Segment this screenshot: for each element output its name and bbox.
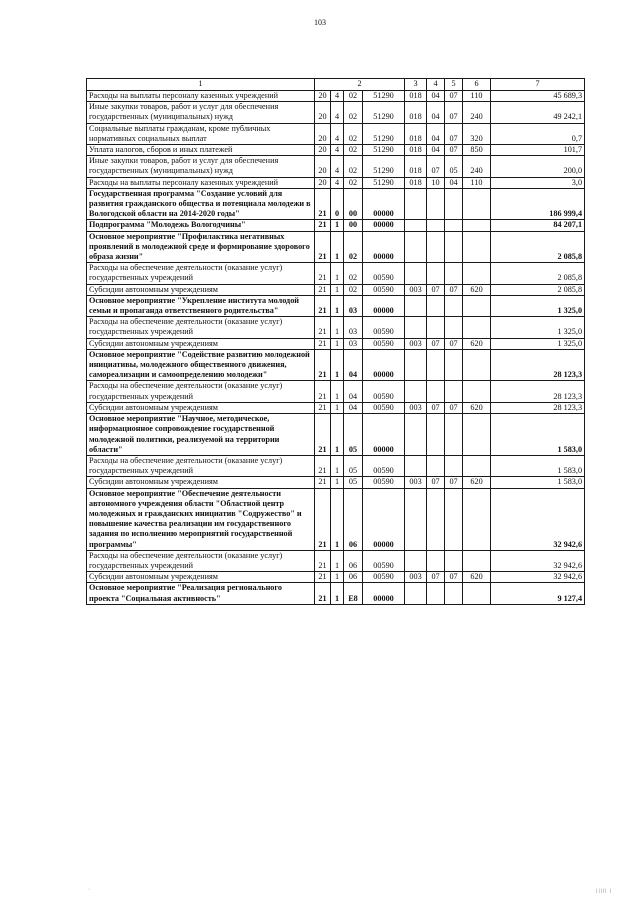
code-subprogram: 1 (331, 349, 344, 381)
code-expense-type (463, 188, 491, 220)
code-program: 21 (315, 231, 331, 263)
code-subprogram: 4 (331, 102, 344, 123)
row-name: Субсидии автономным учреждениям (87, 338, 315, 349)
code-direction: 51290 (363, 177, 405, 188)
code-section (427, 349, 445, 381)
code-event: 02 (344, 263, 363, 284)
row-sum: 45 689,3 (491, 91, 585, 102)
code-subprogram: 1 (331, 338, 344, 349)
row-sum: 186 999,4 (491, 188, 585, 220)
code-subprogram: 1 (331, 317, 344, 338)
code-event: 02 (344, 123, 363, 144)
row-name: Основное мероприятие "Реализация регионального проекта "Социальная активность" (87, 583, 315, 604)
code-direction: 00590 (363, 550, 405, 571)
code-event: 02 (344, 145, 363, 156)
table-row (87, 263, 585, 284)
row-name: Субсидии автономным учреждениям (87, 572, 315, 583)
code-ministry (405, 231, 427, 263)
code-expense-type (463, 349, 491, 381)
code-program: 21 (315, 402, 331, 413)
code-subsection (445, 349, 463, 381)
code-subsection: 05 (445, 156, 463, 177)
table-row (87, 550, 585, 571)
code-event: 02 (344, 156, 363, 177)
row-name: Расходы на обеспечение деятельности (оказание услуг) государственных учреждений (87, 263, 315, 284)
code-program: 21 (315, 317, 331, 338)
code-ministry: 003 (405, 338, 427, 349)
row-sum: 1 325,0 (491, 338, 585, 349)
table-row (87, 188, 585, 220)
budget-table (86, 78, 585, 605)
table-row (87, 583, 585, 604)
code-ministry (405, 317, 427, 338)
code-event: 02 (344, 284, 363, 295)
code-event: 04 (344, 381, 363, 402)
code-event: 00 (344, 220, 363, 231)
code-subsection: 07 (445, 91, 463, 102)
code-subsection: 07 (445, 284, 463, 295)
code-subsection (445, 231, 463, 263)
code-expense-type (463, 220, 491, 231)
code-ministry: 018 (405, 123, 427, 144)
code-program: 20 (315, 123, 331, 144)
code-subsection (445, 550, 463, 571)
code-ministry (405, 550, 427, 571)
code-direction: 00000 (363, 295, 405, 316)
code-subprogram: 1 (331, 220, 344, 231)
code-subprogram: 1 (331, 550, 344, 571)
row-sum: 1 325,0 (491, 295, 585, 316)
code-expense-type: 240 (463, 102, 491, 123)
code-subsection (445, 220, 463, 231)
code-expense-type (463, 231, 491, 263)
code-expense-type: 620 (463, 572, 491, 583)
code-ministry: 018 (405, 177, 427, 188)
code-subprogram: 1 (331, 583, 344, 604)
code-direction: 00000 (363, 220, 405, 231)
code-section (427, 488, 445, 550)
code-subprogram: 1 (331, 402, 344, 413)
code-expense-type: 320 (463, 123, 491, 144)
code-direction: 00000 (363, 414, 405, 456)
code-event: 03 (344, 295, 363, 316)
table-row (87, 349, 585, 381)
row-name: Иные закупки товаров, работ и услуг для обеспечения государственных (муниципальных) нужд (87, 156, 315, 177)
row-sum: 9 127,4 (491, 583, 585, 604)
code-section (427, 231, 445, 263)
table-row (87, 414, 585, 456)
code-ministry (405, 220, 427, 231)
code-ministry (405, 188, 427, 220)
row-name: Субсидии автономным учреждениям (87, 402, 315, 413)
code-direction: 00000 (363, 231, 405, 263)
code-expense-type: 620 (463, 338, 491, 349)
row-sum: 200,0 (491, 156, 585, 177)
code-direction: 00590 (363, 381, 405, 402)
row-name: Субсидии автономным учреждениям (87, 284, 315, 295)
code-ministry: 003 (405, 477, 427, 488)
code-event: 05 (344, 414, 363, 456)
code-ministry (405, 295, 427, 316)
code-program: 21 (315, 284, 331, 295)
code-ministry (405, 488, 427, 550)
code-program: 20 (315, 145, 331, 156)
row-sum: 1 583,0 (491, 477, 585, 488)
code-subsection: 07 (445, 102, 463, 123)
table-row (87, 572, 585, 583)
row-name: Основное мероприятие "Укрепление института молодой семьи и пропаганда ответственного родительства" (87, 295, 315, 316)
code-expense-type: 240 (463, 156, 491, 177)
code-ministry (405, 414, 427, 456)
code-section: 07 (427, 572, 445, 583)
table-row (87, 381, 585, 402)
code-program: 20 (315, 102, 331, 123)
code-section (427, 188, 445, 220)
row-name: Государственная программа "Создание условий для развития гражданского общества и потенциала молодежи в Вологодской области на 2014-2020 годы" (87, 188, 315, 220)
row-sum: 101,7 (491, 145, 585, 156)
code-subsection (445, 263, 463, 284)
code-expense-type (463, 550, 491, 571)
code-direction: 00590 (363, 477, 405, 488)
code-program: 21 (315, 349, 331, 381)
code-direction: 00590 (363, 572, 405, 583)
code-direction: 00000 (363, 349, 405, 381)
code-subsection (445, 455, 463, 476)
code-subsection: 07 (445, 402, 463, 413)
scan-barcode-mark: ǀǀǀǀǀ ǀ (596, 889, 612, 895)
code-program: 21 (315, 188, 331, 220)
code-subprogram: 1 (331, 295, 344, 316)
code-direction: 00590 (363, 284, 405, 295)
row-sum: 3,0 (491, 177, 585, 188)
code-subprogram: 1 (331, 263, 344, 284)
code-subsection (445, 317, 463, 338)
table-row (87, 123, 585, 144)
code-ministry: 018 (405, 91, 427, 102)
code-event: 02 (344, 177, 363, 188)
code-subsection (445, 583, 463, 604)
code-section (427, 220, 445, 231)
code-section: 04 (427, 91, 445, 102)
table-row (87, 284, 585, 295)
code-subprogram: 1 (331, 381, 344, 402)
code-direction: 51290 (363, 145, 405, 156)
code-section (427, 550, 445, 571)
table-row (87, 295, 585, 316)
row-name: Расходы на обеспечение деятельности (оказание услуг) государственных учреждений (87, 381, 315, 402)
code-direction: 00590 (363, 338, 405, 349)
row-sum: 28 123,3 (491, 402, 585, 413)
table-row (87, 177, 585, 188)
code-event: 04 (344, 402, 363, 413)
code-ministry (405, 583, 427, 604)
row-sum: 28 123,3 (491, 349, 585, 381)
code-direction: 00000 (363, 488, 405, 550)
code-event: 03 (344, 338, 363, 349)
row-name: Расходы на выплаты персоналу казенных учреждений (87, 177, 315, 188)
table-row (87, 317, 585, 338)
code-event: 02 (344, 91, 363, 102)
code-subprogram: 1 (331, 572, 344, 583)
row-sum: 28 123,3 (491, 381, 585, 402)
code-subprogram: 1 (331, 455, 344, 476)
code-section: 07 (427, 284, 445, 295)
code-direction: 00590 (363, 263, 405, 284)
code-ministry (405, 263, 427, 284)
code-expense-type (463, 414, 491, 456)
code-expense-type: 110 (463, 91, 491, 102)
table-row (87, 402, 585, 413)
code-subsection: 07 (445, 572, 463, 583)
code-direction: 51290 (363, 91, 405, 102)
code-expense-type (463, 295, 491, 316)
row-sum: 2 085,8 (491, 231, 585, 263)
row-sum: 1 583,0 (491, 414, 585, 456)
header-col-3: 3 (405, 79, 427, 91)
code-direction: 00000 (363, 583, 405, 604)
code-ministry (405, 349, 427, 381)
row-name: Социальные выплаты гражданам, кроме публичных нормативных социальных выплат (87, 123, 315, 144)
header-col-7: 7 (491, 79, 585, 91)
code-subprogram: 4 (331, 91, 344, 102)
code-expense-type (463, 263, 491, 284)
code-program: 21 (315, 263, 331, 284)
code-ministry: 018 (405, 102, 427, 123)
code-program: 20 (315, 91, 331, 102)
code-section (427, 414, 445, 456)
code-section: 04 (427, 123, 445, 144)
code-program: 21 (315, 488, 331, 550)
code-subprogram: 1 (331, 477, 344, 488)
code-program: 21 (315, 338, 331, 349)
code-program: 21 (315, 220, 331, 231)
code-subsection: 07 (445, 145, 463, 156)
code-subprogram: 1 (331, 488, 344, 550)
code-section (427, 263, 445, 284)
table-row (87, 455, 585, 476)
code-section: 07 (427, 402, 445, 413)
table-row (87, 338, 585, 349)
code-section (427, 317, 445, 338)
code-expense-type (463, 381, 491, 402)
row-name: Основное мероприятие "Обеспечение деятельности автономного учреждения области "Областной центр молодежных и гражданских инициатив "Содружество" и повышение качества реализации им государственного задания по исполнению мероприятий государственной программы" (87, 488, 315, 550)
code-direction: 51290 (363, 102, 405, 123)
code-direction: 00590 (363, 455, 405, 476)
header-col-1: 1 (87, 79, 315, 91)
code-ministry: 018 (405, 156, 427, 177)
code-expense-type (463, 583, 491, 604)
header-col-6: 6 (463, 79, 491, 91)
row-name: Основное мероприятие "Профилактика негативных проявлений в молодежной среде и формирование здорового образа жизни" (87, 231, 315, 263)
code-expense-type: 620 (463, 477, 491, 488)
code-program: 21 (315, 572, 331, 583)
code-event: 05 (344, 477, 363, 488)
code-ministry: 003 (405, 402, 427, 413)
row-sum: 84 207,1 (491, 220, 585, 231)
code-event: 05 (344, 455, 363, 476)
code-program: 21 (315, 550, 331, 571)
code-program: 20 (315, 156, 331, 177)
code-subprogram: 1 (331, 414, 344, 456)
row-name: Расходы на выплаты персоналу казенных учреждений (87, 91, 315, 102)
row-sum: 2 085,8 (491, 284, 585, 295)
table-row (87, 220, 585, 231)
table-row (87, 156, 585, 177)
code-expense-type: 110 (463, 177, 491, 188)
table-row (87, 102, 585, 123)
row-name: Основное мероприятие "Содействие развитию молодежной инициативы, молодежного общественного движения, самореализации и самоопределению молодежи" (87, 349, 315, 381)
header-col-2: 2 (315, 79, 405, 91)
code-section (427, 583, 445, 604)
code-direction: 00590 (363, 317, 405, 338)
code-expense-type: 620 (463, 284, 491, 295)
row-sum: 49 242,1 (491, 102, 585, 123)
code-direction: 00000 (363, 188, 405, 220)
row-name: Расходы на обеспечение деятельности (оказание услуг) государственных учреждений (87, 455, 315, 476)
header-col-5: 5 (445, 79, 463, 91)
code-program: 21 (315, 477, 331, 488)
code-direction: 51290 (363, 123, 405, 144)
code-program: 21 (315, 583, 331, 604)
scan-mark: · (88, 887, 90, 893)
code-program: 21 (315, 455, 331, 476)
code-expense-type (463, 488, 491, 550)
code-event: 04 (344, 349, 363, 381)
table-row (87, 477, 585, 488)
code-subprogram: 4 (331, 156, 344, 177)
code-section: 07 (427, 156, 445, 177)
row-name: Подпрограмма "Молодежь Вологодчины" (87, 220, 315, 231)
code-subprogram: 4 (331, 177, 344, 188)
code-event: 06 (344, 488, 363, 550)
code-section (427, 381, 445, 402)
row-sum: 2 085,8 (491, 263, 585, 284)
header-col-4: 4 (427, 79, 445, 91)
row-sum: 32 942,6 (491, 550, 585, 571)
code-event: 03 (344, 317, 363, 338)
row-name: Расходы на обеспечение деятельности (оказание услуг) государственных учреждений (87, 550, 315, 571)
code-event: 02 (344, 231, 363, 263)
row-sum: 1 325,0 (491, 317, 585, 338)
code-direction: 00590 (363, 402, 405, 413)
row-name: Расходы на обеспечение деятельности (оказание услуг) государственных учреждений (87, 317, 315, 338)
page-number: 103 (314, 18, 326, 27)
row-sum: 1 583,0 (491, 455, 585, 476)
code-subsection (445, 188, 463, 220)
code-ministry: 003 (405, 572, 427, 583)
row-sum: 0,7 (491, 123, 585, 144)
code-subsection: 07 (445, 477, 463, 488)
code-event: 02 (344, 102, 363, 123)
code-subprogram: 4 (331, 145, 344, 156)
code-event: 00 (344, 188, 363, 220)
code-subsection (445, 488, 463, 550)
row-name: Иные закупки товаров, работ и услуг для обеспечения государственных (муниципальных) нужд (87, 102, 315, 123)
code-subprogram: 0 (331, 188, 344, 220)
code-event: E8 (344, 583, 363, 604)
code-subsection: 07 (445, 123, 463, 144)
code-program: 21 (315, 295, 331, 316)
table-row (87, 231, 585, 263)
code-subprogram: 4 (331, 123, 344, 144)
code-section (427, 295, 445, 316)
row-sum: 32 942,6 (491, 572, 585, 583)
code-expense-type (463, 455, 491, 476)
code-section: 07 (427, 477, 445, 488)
code-section: 10 (427, 177, 445, 188)
table-header (87, 79, 585, 91)
code-subsection: 07 (445, 338, 463, 349)
table-row (87, 488, 585, 550)
code-section: 04 (427, 145, 445, 156)
code-program: 20 (315, 177, 331, 188)
table-row (87, 91, 585, 102)
code-subprogram: 1 (331, 284, 344, 295)
table-row (87, 145, 585, 156)
code-program: 21 (315, 381, 331, 402)
code-event: 06 (344, 572, 363, 583)
code-subsection (445, 414, 463, 456)
code-subprogram: 1 (331, 231, 344, 263)
code-ministry: 018 (405, 145, 427, 156)
code-direction: 51290 (363, 156, 405, 177)
code-subsection (445, 295, 463, 316)
row-name: Основное мероприятие "Научное, методическое, информационное сопровождение государственной молодежной политики, реализуемой на территории области" (87, 414, 315, 456)
code-expense-type: 850 (463, 145, 491, 156)
code-ministry (405, 381, 427, 402)
code-subsection (445, 381, 463, 402)
code-section: 04 (427, 102, 445, 123)
code-ministry (405, 455, 427, 476)
row-name: Субсидии автономным учреждениям (87, 477, 315, 488)
code-expense-type: 620 (463, 402, 491, 413)
code-section (427, 455, 445, 476)
code-ministry: 003 (405, 284, 427, 295)
code-subsection: 04 (445, 177, 463, 188)
row-name: Уплата налогов, сборов и иных платежей (87, 145, 315, 156)
code-event: 06 (344, 550, 363, 571)
code-program: 21 (315, 414, 331, 456)
code-section: 07 (427, 338, 445, 349)
code-expense-type (463, 317, 491, 338)
row-sum: 32 942,6 (491, 488, 585, 550)
